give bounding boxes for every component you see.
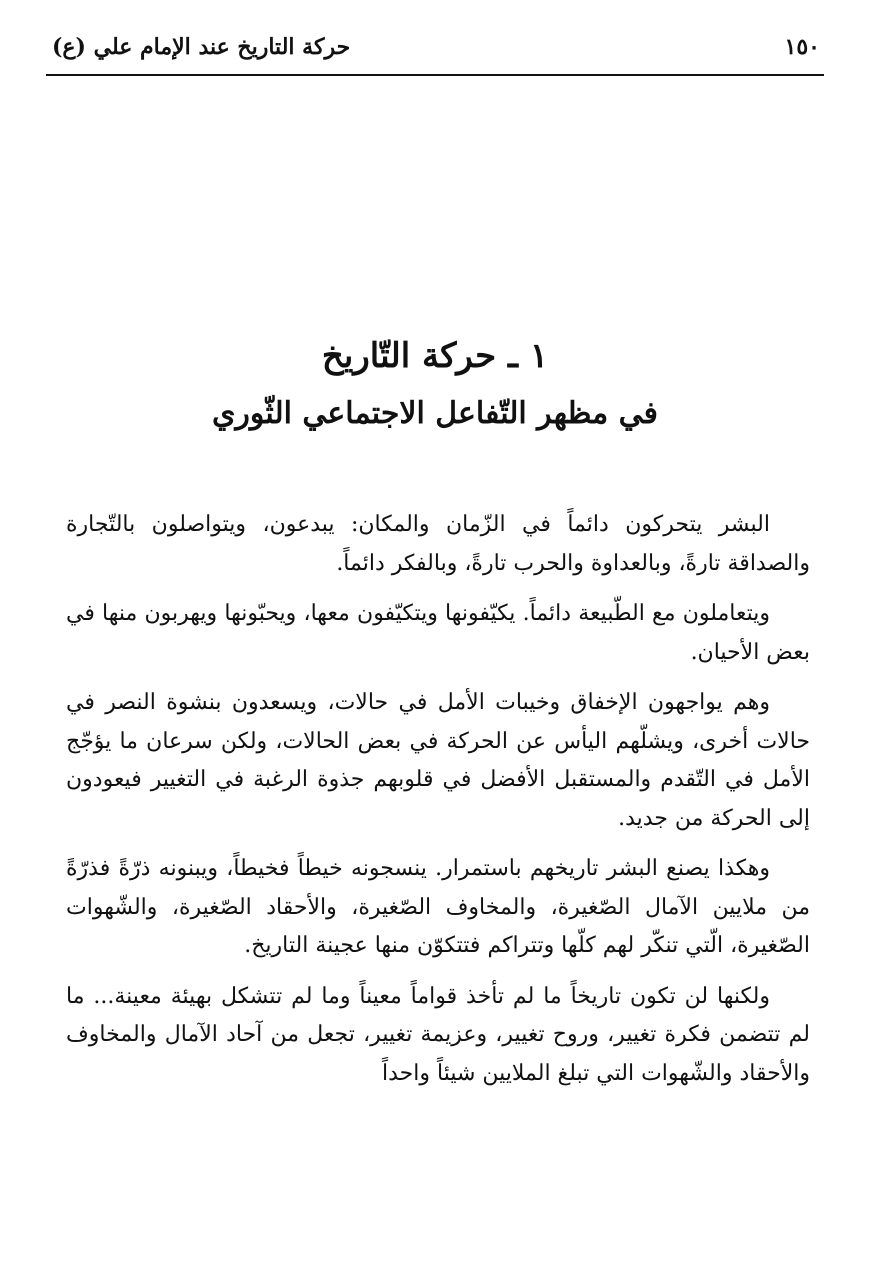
- running-header: [46, 28, 824, 70]
- header-divider: [46, 74, 824, 76]
- paragraph: البشر يتحركون دائماً في الزّمان والمكان: يبدعون، ويتواصلون بالتّجارة والصداقة تارةً، وبالعداوة والحرب تارةً، وبالفكر دائماً.: [66, 512, 810, 576]
- paragraph: ولكنها لن تكون تاريخاً ما لم تأخذ قواماً معيناً وما لم تتشكل بهيئة معينة... ما لم تتضمن فكرة تغيير، وروح تغيير، وعزيمة تغيير، تجعل من آحاد الآمال والمخاوف والأحقاد والشّهوات التي تبلغ الملايين شيئاً واحداً: [66, 983, 810, 1086]
- chapter-title: ١ ـ حركة التّاريخ: [321, 336, 549, 376]
- paragraph: وهم يواجهون الإخفاق وخيبات الأمل في حالات، ويسعدون بنشوة النصر في حالات أخرى، ويشلّهم اليأس عن الحركة في بعض الحالات، ولكن سرعان ما يؤجّج الأمل في التّقدم والمستقبل الأفضل في قلوبهم جذوة الرغبة في التغيير فيعودون إلى الحركة من جديد.: [66, 690, 810, 831]
- paragraph: ويتعاملون مع الطّبيعة دائماً. يكيّفونها ويتكيّفون معها، ويحبّونها ويهربون منها في بعض الأحيان.: [66, 601, 810, 665]
- body-text: [66, 506, 810, 1105]
- paragraph: وهكذا يصنع البشر تاريخهم باستمرار. ينسجونه خيطاً فخيطاً، ويبنونه ذرّةً فذرّةً من ملايين الآمال الصّغيرة، والمخاوف الصّغيرة، والأحقاد الصّغيرة، والشّهوات الصّغيرة، الّتي تنكّر لهم كلّها وتتراكم فتتكوّن منها عجينة التاريخ.: [66, 856, 810, 958]
- page-number: ١٥٠: [784, 34, 820, 60]
- running-title: حركة التاريخ عند الإمام علي (ع): [52, 34, 351, 60]
- chapter-heading: [46, 330, 824, 438]
- chapter-subtitle: في مظهر التّفاعل الاجتماعي الثّوري: [211, 396, 659, 431]
